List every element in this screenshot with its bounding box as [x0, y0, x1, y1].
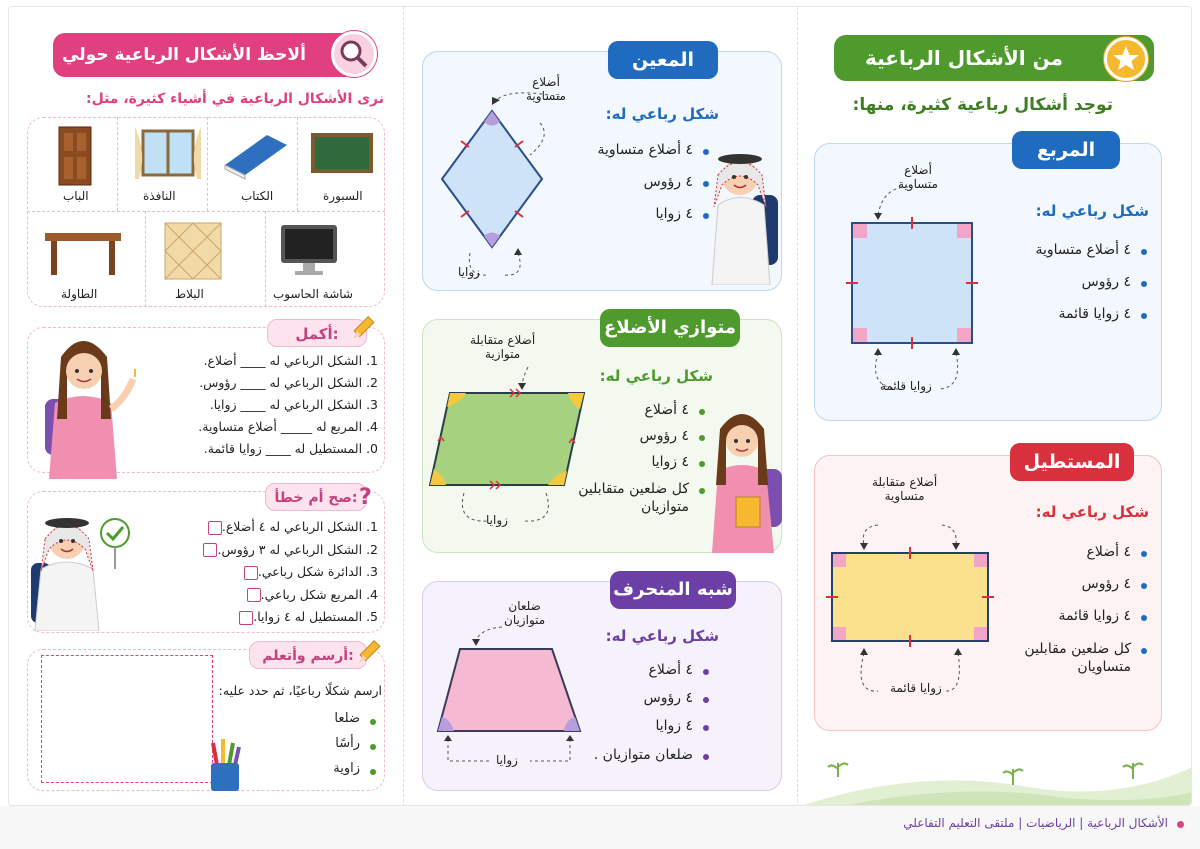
rhombus-list: [571, 141, 711, 238]
object-label-door: الباب: [63, 189, 89, 203]
pencil-icon: [349, 313, 379, 343]
parallelogram-angles-label: زوايا: [486, 513, 508, 527]
draw-title-pill: [249, 641, 367, 669]
list-item: 4. المربع له _____ أضلاع متساوية.: [198, 419, 378, 434]
decorative-hills: [798, 747, 1192, 806]
object-label-tiles: البلاط: [175, 287, 204, 301]
girl-pointing-illustration: [31, 329, 143, 479]
rectangle-angles-label: زوايا قائمة: [890, 681, 942, 695]
rhombus-sides-label: أضلاع متساوية: [526, 75, 566, 103]
parallelogram-diagram: [428, 337, 588, 547]
list-item: ضلعا: [298, 711, 378, 728]
trapezoid-angles-label: زوايا: [496, 753, 518, 767]
list-item: 2. الشكل الرباعي له ____ رؤوس.: [199, 375, 378, 390]
trapezoid-sides-label: ضلعان متوازيان: [504, 599, 546, 627]
rhombus-title: المعين: [632, 49, 694, 71]
list-item: ٤ رؤوس: [571, 689, 711, 707]
left-panel: [9, 7, 404, 806]
parallelogram-title-pill: [600, 309, 740, 347]
trapezoid-has: شكل رباعي له:: [605, 627, 719, 645]
rectangle-diagram: [818, 477, 1018, 707]
right-title: من الأشكال الرباعية: [865, 46, 1063, 70]
rhombus-diagram: [430, 67, 590, 287]
object-label-window: النافذة: [143, 189, 176, 203]
list-item: 1. الشكل الرباعي له ٤ أضلاع.: [185, 519, 378, 535]
answer-checkbox[interactable]: [244, 566, 258, 580]
left-title: ألاحظ الأشكال الرباعية حولي: [62, 45, 306, 65]
square-angles-label: زوايا قائمة: [880, 379, 932, 393]
left-subtitle: نرى الأشكال الرباعية في أشياء كثيرة، مثل:: [86, 91, 384, 107]
list-item: ٤ أضلاع: [571, 661, 711, 679]
list-item: ضلعان متوازيان .: [571, 746, 711, 764]
rectangle-has: شكل رباعي له:: [1035, 503, 1149, 521]
object-label-monitor: شاشة الحاسوب: [273, 287, 353, 301]
footer: [0, 806, 1200, 849]
rectangle-title-pill: [1010, 443, 1134, 481]
list-item: ٤ أضلاع: [577, 401, 707, 419]
answer-checkbox[interactable]: [247, 588, 261, 602]
rectangle-sides-label: أضلاع متقابلة متساوية: [872, 475, 938, 503]
object-label-book: الكتاب: [241, 189, 274, 203]
book-icon: [221, 129, 291, 181]
girl-illustration: [702, 405, 788, 553]
object-label-chalkboard: السبورة: [323, 189, 363, 203]
square-sides-label: أضلاع متساوية: [898, 163, 938, 191]
rhombus-angles-label: زوايا: [458, 265, 480, 279]
list-item: 5. المستطيل له ٤ زوايا.: [185, 609, 378, 625]
square-has: شكل رباعي له:: [1035, 202, 1149, 220]
list-item: ٤ أضلاع متساوية: [989, 241, 1149, 259]
trapezoid-title-pill: [610, 571, 736, 609]
list-item: 0. المستطيل له ____ زوايا قائمة.: [203, 441, 378, 456]
list-item: ٤ زوايا: [571, 717, 711, 735]
list-item: 3. الشكل الرباعي له ____ زوايا.: [209, 397, 378, 412]
list-item: ٤ رؤوس: [577, 427, 707, 445]
list-item: ٤ رؤوس: [989, 575, 1149, 593]
rhombus-title-pill: [608, 41, 718, 79]
parallelogram-title: متوازي الأضلاع: [603, 317, 736, 338]
right-panel: [798, 7, 1192, 806]
list-item: 1. الشكل الرباعي له ____ أضلاع.: [203, 353, 378, 368]
star-icon: [1104, 37, 1148, 81]
draw-title: أرسم وأتعلم:: [262, 648, 354, 664]
pencil-icon: [355, 637, 385, 667]
list-item: زاوية: [298, 761, 378, 778]
parallelogram-has: شكل رباعي له:: [599, 367, 713, 385]
complete-list: [198, 353, 378, 463]
draw-list: [298, 711, 378, 792]
parallelogram-list: [577, 401, 707, 530]
list-item: كل ضلعين متقابلين متوازيان: [577, 480, 707, 516]
trapezoid-list: [571, 661, 711, 778]
square-diagram: [828, 157, 998, 407]
middle-panel: [403, 7, 798, 806]
rhombus-has: شكل رباعي له:: [605, 105, 719, 123]
drawing-area[interactable]: [41, 655, 213, 783]
list-item: 3. الدائرة شكل رباعي.: [185, 564, 378, 580]
boy-checkmark-illustration: [23, 507, 135, 631]
window-icon: [131, 125, 205, 183]
square-title-pill: [1012, 131, 1120, 169]
list-item: ٤ زوايا: [577, 453, 707, 471]
list-item: ٤ رؤوس: [989, 273, 1149, 291]
worksheet-page: [8, 6, 1192, 806]
left-title-banner: [53, 33, 367, 77]
list-item: 2. الشكل الرباعي له ٣ رؤوس.: [185, 542, 378, 558]
footer-text: الأشكال الرباعية | الرياضيات | ملتقى التعليم التفاعلي: [903, 816, 1168, 830]
list-item: رأسًا: [298, 736, 378, 753]
list-item: كل ضلعين مقابلين متساويان: [989, 640, 1149, 676]
square-list: [989, 241, 1149, 338]
magnifier-icon: [331, 31, 377, 77]
list-item: ٤ أضلاع متساوية: [571, 141, 711, 159]
boy-illustration: [700, 145, 790, 285]
monitor-icon: [277, 223, 341, 279]
answer-checkbox[interactable]: [208, 521, 222, 535]
list-item: ٤ زوايا قائمة: [989, 607, 1149, 625]
list-item: ٤ رؤوس: [571, 173, 711, 191]
pencil-cup-icon: [205, 737, 245, 793]
truefalse-list: [185, 519, 378, 632]
draw-instruction: ارسم شكلًا رباعيًا، ثم حدد عليه:: [218, 683, 382, 698]
answer-checkbox[interactable]: [203, 543, 217, 557]
list-item: ٤ زوايا: [571, 205, 711, 223]
chalkboard-icon: [309, 129, 375, 179]
answer-checkbox[interactable]: [239, 611, 253, 625]
truefalse-title: صح أم خطأ:: [274, 490, 358, 506]
list-item: ٤ زوايا قائمة: [989, 305, 1149, 323]
footer-bullet-icon: [1177, 821, 1184, 828]
complete-title: أكمل:: [295, 325, 339, 343]
trapezoid-title: شبه المنحرف: [613, 579, 733, 600]
truefalse-title-pill: [265, 483, 367, 511]
table-icon: [43, 229, 123, 279]
list-item: ٤ أضلاع: [989, 543, 1149, 561]
rectangle-title: المستطيل: [1023, 451, 1121, 473]
square-title: المربع: [1036, 139, 1096, 161]
tiles-icon: [163, 221, 223, 281]
list-item: 4. المربع شكل رباعي.: [185, 587, 378, 603]
parallelogram-sides-label: أضلاع متقابلة متوازية: [470, 333, 536, 361]
door-icon: [53, 125, 97, 187]
object-label-table: الطاولة: [61, 287, 98, 301]
question-icon: ?: [359, 485, 372, 510]
right-subtitle: توجد أشكال رباعية كثيرة، منها:: [852, 95, 1113, 115]
